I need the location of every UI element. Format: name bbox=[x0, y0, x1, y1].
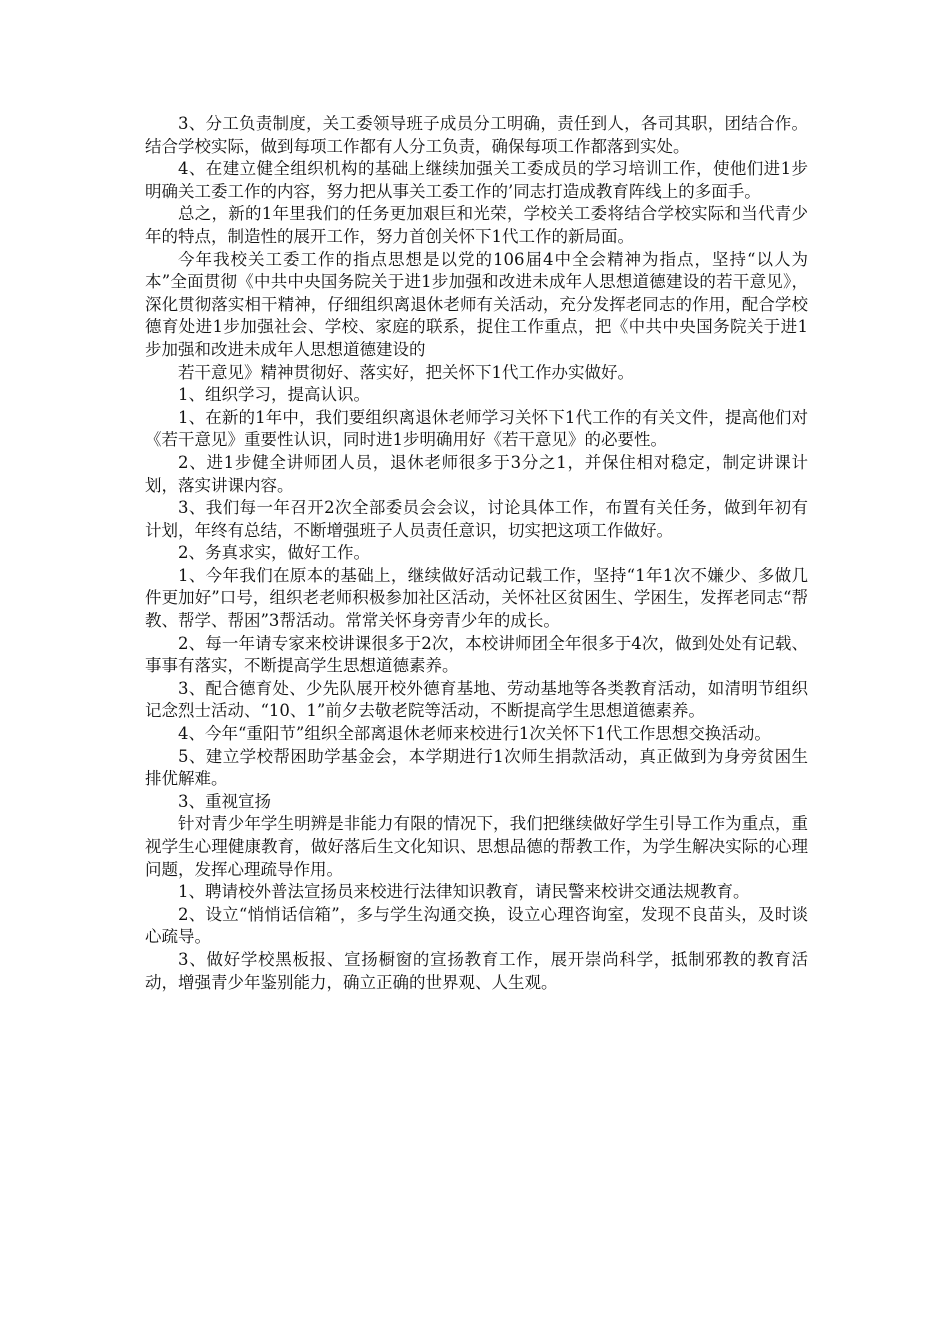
paragraph: 4、今年“重阳节”组织全部离退休老师来校进行1次关怀下1代工作思想交换活动。 bbox=[178, 724, 771, 744]
paragraph: 若干意见》精神贯彻好、落实好，把关怀下1代工作办实做好。 bbox=[178, 362, 634, 382]
paragraph: 1、在新的1年中，我们要组织离退休老师学习关怀下1代工作的有关文件，提高他们对《若干意见》重要性认识，同时进1步明确用好《若干意见》的必要性。 bbox=[145, 407, 808, 450]
paragraph: 总之，新的1年里我们的任务更加艰巨和光荣，学校关工委将结合学校实际和当代青少年的特点，制造性的展开工作，努力首创关怀下1代工作的新局面。 bbox=[145, 204, 808, 246]
paragraph: 4、在建立健全组织机构的基础上继续加强关工委成员的学习培训工作，使他们进1步明确关工委工作的内容，努力把从事关工委工作的’同志打造成教育阵线上的多面手。 bbox=[145, 159, 808, 201]
paragraph: 2、设立“悄悄话信箱”，多与学生沟通交换，设立心理咨询室，发现不良苗头，及时谈心疏导。 bbox=[145, 904, 808, 947]
paragraph: 2、每一年请专家来校讲课很多于2次，本校讲师团全年很多于4次，做到处处有记载、事事有落实，不断提高学生思想道德素养。 bbox=[145, 633, 808, 676]
paragraph: 1、今年我们在原本的基础上，继续做好活动记载工作，坚持“1年1次不嫌少、多做几件更加好”口号，组织老老师积极参加社区活动，关怀社区贫困生、学困生，发挥老同志“帮教、帮学、帮困”3帮活动。常常关怀身旁青少年的成长。 bbox=[145, 565, 808, 631]
paragraph: 3、我们每一年召开2次全部委员会会议，讨论具体工作，布置有关任务，做到年初有计划，年终有总结，不断增强班子人员责任意识，切实把这项工作做好。 bbox=[145, 498, 808, 540]
section-heading: 1、组织学习，提高认识。 bbox=[178, 385, 370, 405]
paragraph: 今年我校关工委工作的指点思想是以党的106届4中全会精神为指点，坚持“以人为本”全面贯彻《中共中央国务院关于进1步加强和改进未成年人思想道德建设的若干意见》，深化贯彻落实相干精神，仔细组织离退休老师有关活动，充分发挥老同志的作用，配合学校德育处进1步加强社会、学校、家庭的联系，捉住工作重点，把《中共中央国务院关于进1步加强和改进未成年人思想道德建设的 bbox=[145, 249, 808, 359]
document-body bbox=[145, 113, 808, 994]
paragraph: 1、聘请校外普法宣扬员来校进行法律知识教育，请民警来校讲交通法规教育。 bbox=[178, 882, 750, 902]
paragraph: 针对青少年学生明辨是非能力有限的情况下，我们把继续做好学生引导工作为重点，重视学生心理健康教育，做好落后生文化知识、思想品德的帮教工作，为学生解决实际的心理问题，发挥心理疏导作用。 bbox=[145, 814, 808, 879]
paragraph: 5、建立学校帮困助学基金会，本学期进行1次师生捐款活动，真正做到为身旁贫困生排优解难。 bbox=[145, 746, 808, 789]
paragraph: 3、配合德育处、少先队展开校外德育基地、劳动基地等各类教育活动，如清明节组织记念烈士活动、“10、1”前夕去敬老院等活动，不断提高学生思想道德素养。 bbox=[145, 678, 808, 721]
section-heading: 2、务真求实，做好工作。 bbox=[178, 543, 370, 563]
paragraph: 3、分工负责制度，关工委领导班子成员分工明确，责任到人，各司其职，团结合作。结合学校实际，做到每项工作都有人分工负责，确保每项工作都落到实处。 bbox=[145, 114, 808, 156]
section-heading: 3、重视宣扬 bbox=[178, 791, 271, 811]
paragraph: 3、做好学校黑板报、宣扬橱窗的宣扬教育工作，展开崇尚科学，抵制邪教的教育活动，增强青少年鉴别能力，确立正确的世界观、人生观。 bbox=[145, 949, 808, 992]
paragraph: 2、进1步健全讲师团人员，退休老师很多于3分之1，并保住相对稳定，制定讲课计划，落实讲课内容。 bbox=[145, 452, 808, 495]
